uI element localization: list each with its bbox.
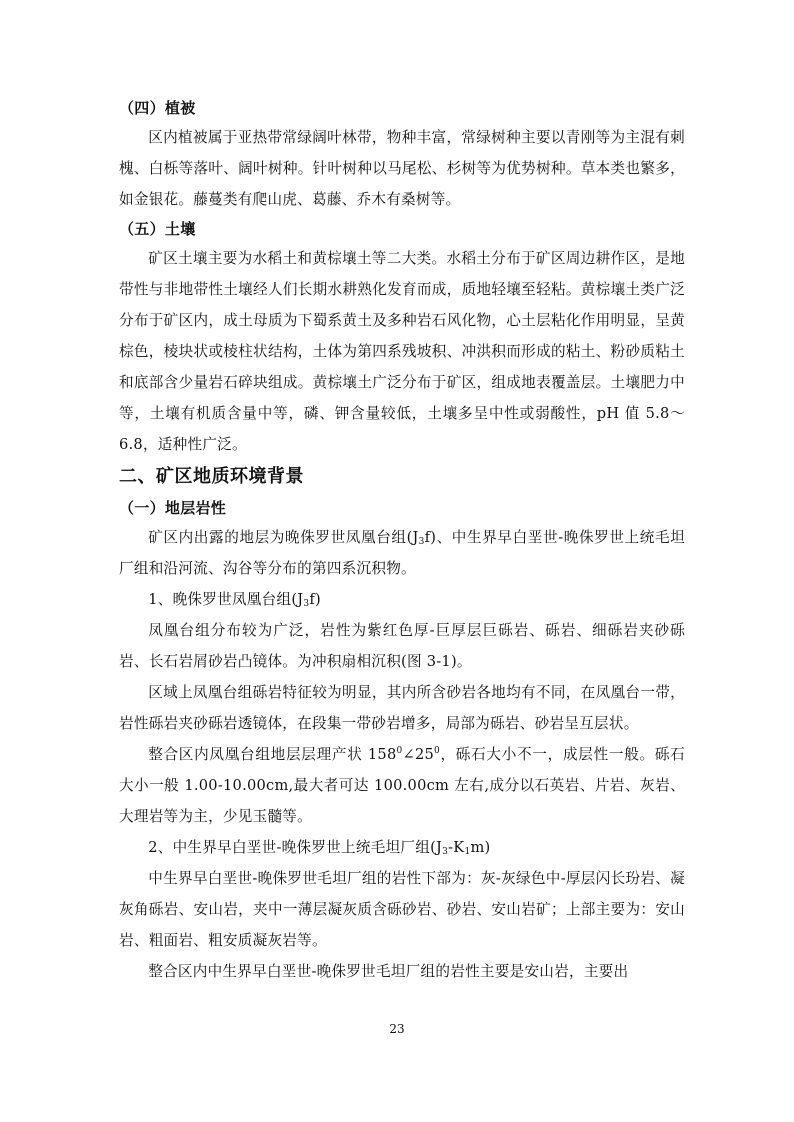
- paragraph-fenghuangtai-1: 凤凰台组分布较为广泛，岩性为紫红色厚-巨厚层巨砾岩、砾岩、细砾岩夹砂砾岩、长石岩屑砂岩凸镜体。为冲积扇相沉积(图 3-1)。: [119, 622, 685, 670]
- item-heading-maotanchang: 2、中生界早白垩世-晚侏罗世上统毛坦厂组$(J_3-K_1m)$: [148, 839, 491, 857]
- page-number: 23: [389, 1022, 405, 1036]
- paragraph-maotanchang-2: 整合区内中生界早白垩世-晚侏罗世毛坦厂组的岩性主要是安山岩，主要出: [148, 963, 629, 980]
- paragraph-fenghuangtai-3: 整合区内凤凰台组地层层理产状 $158^0\angle 25^0$，砾石大小不一，成层性一般。砾石大小一般 1.00-10.00cm,最大者可达 100.00cm 左右,成分以石英岩、片岩、灰岩、大理岩等为主，少见玉髓等。: [119, 746, 685, 825]
- document-body: [119, 94, 685, 987]
- section-heading-vegetation: （四）植被: [119, 99, 196, 117]
- section-heading-soil: （五）土壤: [119, 220, 196, 238]
- paragraph-soil: 矿区土壤主要为水稻土和黄棕壤土等二大类。水稻土分布于矿区周边耕作区，是地带性与非地带性土壤经人们长期水耕熟化发育而成，质地轻壤至轻粘。黄棕壤土类广泛分布于矿区内，成土母质为下蜀系黄土及多种岩石风化物，心土层粘化作用明显，呈黄棕色，棱块状或棱柱状结构，土体为第四系残坡积、冲洪积而形成的粘土、粉砂质粘土和底部含少量岩石碎块组成。黄棕壤土广泛分布于矿区，组成地表覆盖层。土壤肥力中等，土壤有机质含量中等，磷、钾含量较低，土壤多呈中性或弱酸性，pH 值 5.8～6.8，适种性广泛。: [119, 250, 685, 453]
- paragraph-strata-intro: 矿区内出露的地层为晚侏罗世凤凰台组$(J_3f)$、中生界早白垩世-晚侏罗世上统毛坦厂组和沿河流、沟谷等分布的第四系沉积物。: [119, 529, 685, 577]
- paragraph-maotanchang-1: 中生界早白垩世-晚侏罗世毛坦厂组的岩性下部为：灰-灰绿色中-厚层闪长玢岩、凝灰角砾岩、安山岩，夹中一薄层凝灰质含砾砂岩、砂岩、安山岩矿；上部主要为：安山岩、粗面岩、粗安质凝灰岩等。: [119, 870, 685, 949]
- paragraph-fenghuangtai-2: 区域上凤凰台组砾岩特征较为明显，其内所含砂岩各地均有不同，在凤凰台一带，岩性砾岩夹砂砾岩透镜体，在段集一带砂岩增多，局部为砾岩、砂岩呈互层状。: [119, 684, 685, 732]
- section-heading-strata: （一）地层岩性: [119, 499, 227, 517]
- item-heading-fenghuangtai: 1、晚侏罗世凤凰台组$(J_3f)$: [148, 591, 321, 609]
- paragraph-vegetation: 区内植被属于亚热带常绿阔叶林带，物种丰富，常绿树种主要以青刚等为主混有刺槐、白栎等落叶、阔叶树种。针叶树种以马尾松、杉树等为优势树种。草本类也繁多，如金银花。藤蔓类有爬山虎、葛藤、乔木有桑树等。: [119, 129, 685, 208]
- chapter-heading-geology: 二、矿区地质环境背景: [119, 466, 304, 487]
